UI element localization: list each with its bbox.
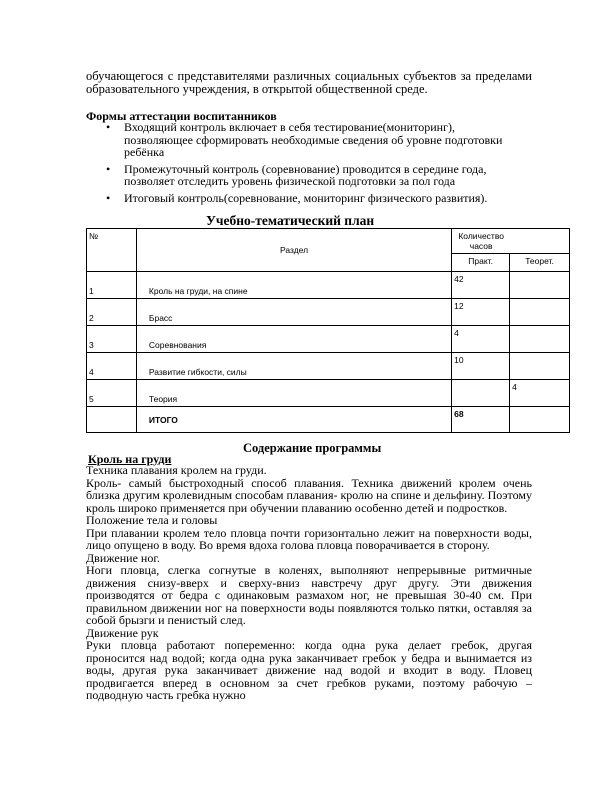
row-theory bbox=[510, 272, 570, 299]
table-row bbox=[87, 326, 570, 353]
bullet-item: • Входящий контроль включает в себя тестирование(мониторинг), позволяющее сформировать необходимые сведения об уровне подготовки ребёнка bbox=[86, 121, 526, 159]
header-section: Раздел bbox=[136, 229, 451, 272]
table-total-row bbox=[87, 407, 570, 433]
content-body bbox=[86, 464, 532, 702]
total-practice: 68 bbox=[452, 407, 510, 433]
row-section: Соревнования bbox=[136, 326, 451, 353]
row-theory: 4 bbox=[510, 380, 570, 407]
table-row bbox=[87, 299, 570, 326]
row-practice: 12 bbox=[452, 299, 510, 326]
row-practice: 42 bbox=[452, 272, 510, 299]
attestation-list bbox=[86, 121, 526, 208]
content-subtitle: Кроль на груди bbox=[88, 452, 172, 466]
row-theory bbox=[510, 326, 570, 353]
row-num: 3 bbox=[87, 326, 137, 353]
table-row bbox=[87, 353, 570, 380]
total-num bbox=[87, 407, 137, 433]
header-hours-label: Количество часов bbox=[458, 231, 504, 251]
row-theory bbox=[510, 299, 570, 326]
row-section: Брасс bbox=[136, 299, 451, 326]
paragraph: Ноги пловца, слегка согнутые в коленях, выполняют непрерывные ритмичные движения снизу-вверх и сверху-вниз навстречу друг другу. Эти движения производятся от бедра с одинаковым размахом ног, не превышая 30-40 см. При правильном движении ног на поверхности воды появляются только пятки, оставляя за собой брызги и пенистый след. bbox=[86, 563, 532, 627]
row-practice bbox=[452, 380, 510, 407]
row-section: Кроль на груди, на спине bbox=[136, 272, 451, 299]
plan-table bbox=[86, 228, 570, 433]
row-num: 4 bbox=[87, 353, 137, 380]
row-practice: 10 bbox=[452, 353, 510, 380]
header-hours bbox=[452, 229, 570, 254]
attestation-heading: Формы аттестации воспитанников bbox=[86, 109, 277, 123]
header-num: № bbox=[87, 229, 137, 272]
paragraph: Движение ног. bbox=[86, 550, 160, 565]
row-section: Теория bbox=[136, 380, 451, 407]
table-row bbox=[87, 272, 570, 299]
content-title: Содержание программы bbox=[243, 441, 382, 455]
paragraph: Движение рук bbox=[86, 625, 159, 640]
total-theory bbox=[510, 407, 570, 433]
row-num: 1 bbox=[87, 272, 137, 299]
paragraph: Техника плавания кролем на груди. bbox=[86, 463, 267, 477]
paragraph: При плавании кролем тело пловца почти горизонтально лежит на поверхности воды, лицо опущено в воду. Во время вдоха голова пловца поворачивается в сторону. bbox=[86, 525, 532, 552]
row-num: 2 bbox=[87, 299, 137, 326]
paragraph: Положение тела и головы bbox=[86, 513, 218, 527]
bullet-item: • Промежуточный контроль (соревнование) проводится в середине года, позволяет отследить уровень физической подготовки за пол года bbox=[86, 163, 526, 188]
paragraph: Кроль- самый быстроходный способ плавания. Техника движений кролем очень близка другим кролевидным способам плавания- кролю на спине и дельфину. Поэтому кроль широко применяется при обучении плаванию особенно детей и подростков. bbox=[86, 475, 532, 515]
paragraph: Руки пловца работают попеременно: когда одна рука делает гребок, другая проносится над водой; когда одна рука заканчивает гребок у бедра и вынимается из воды, другая рука заканчивает движение над водой и входит в воду. Пловец продвигается вперед в основном за счет гребков руками, поэтому рабочую – подводную часть гребка нужно bbox=[86, 638, 532, 702]
row-section: Развитие гибкости, силы bbox=[136, 353, 451, 380]
intro-paragraph: обучающегося с представителями различных социальных субъектов за пределами образовательного учреждения, в открытой общественной среде. bbox=[86, 69, 532, 96]
header-practice: Практ. bbox=[452, 254, 510, 272]
row-practice: 4 bbox=[452, 326, 510, 353]
bullet-item: • Итоговый контроль(соревнование, мониторинг физического развития). bbox=[86, 192, 526, 205]
plan-title: Учебно-тематический план bbox=[206, 213, 375, 228]
total-label: ИТОГО bbox=[136, 407, 451, 433]
table-row bbox=[87, 380, 570, 407]
header-theory: Теорет. bbox=[510, 254, 570, 272]
row-theory bbox=[510, 353, 570, 380]
row-num: 5 bbox=[87, 380, 137, 407]
